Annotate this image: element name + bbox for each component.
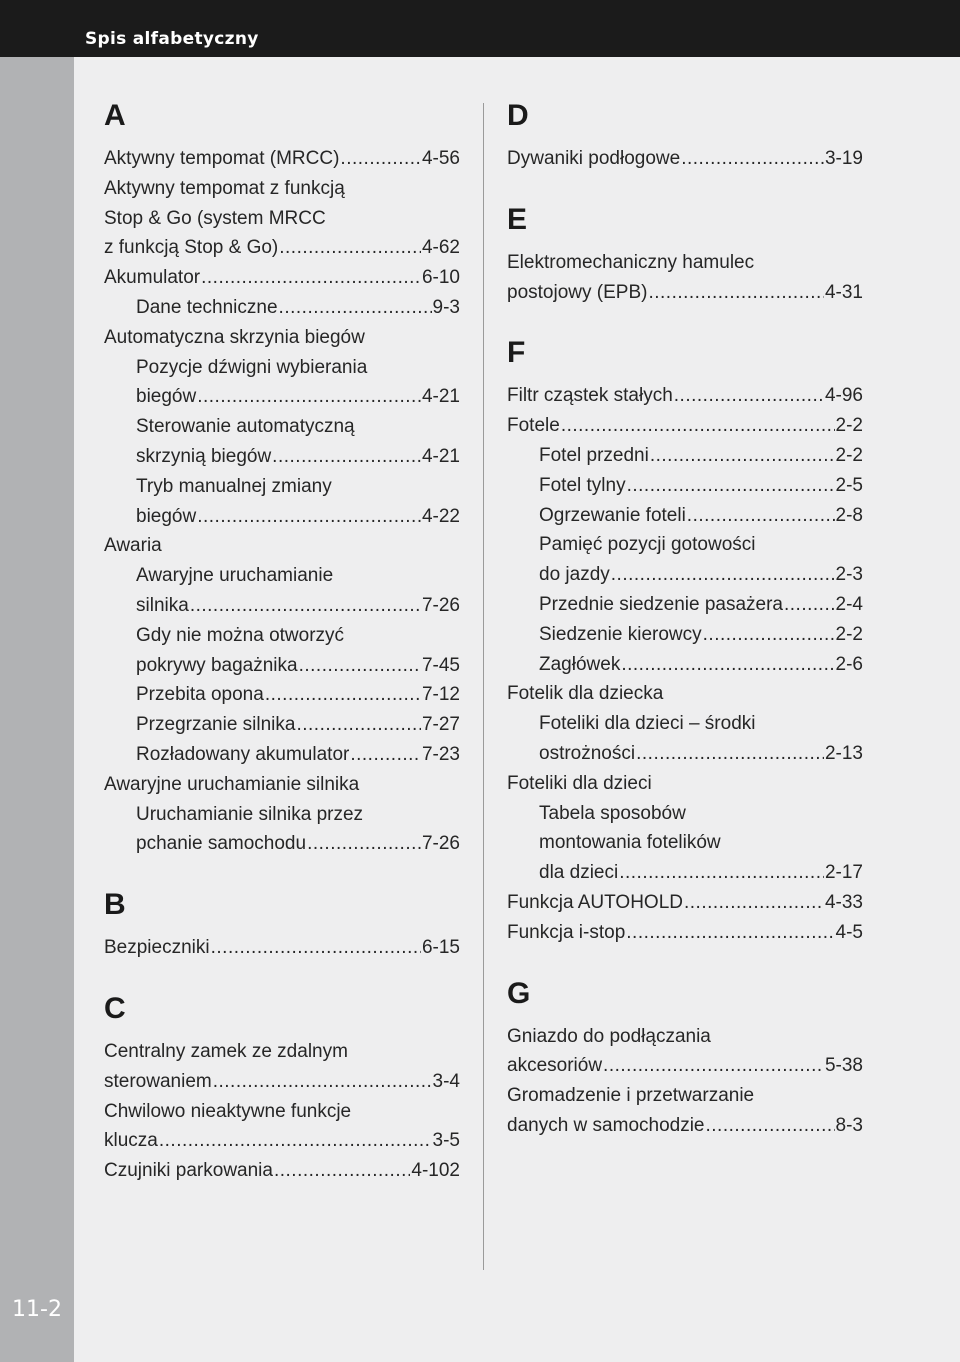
entry-text: Dywaniki podłogowe: [507, 148, 681, 169]
section-letter-heading: D: [507, 99, 529, 132]
index-entry: [104, 144, 460, 174]
index-subentry: [104, 412, 460, 442]
dot-leader: [197, 502, 421, 532]
entry-text: Dane techniczne: [136, 296, 278, 318]
entry-text: Sterowanie automatyczną: [136, 416, 355, 438]
entry-text: dla dzieci: [539, 862, 619, 884]
entry-text: Ogrzewanie foteli: [539, 504, 686, 526]
dot-leader: [626, 918, 834, 948]
dot-leader: [307, 829, 421, 859]
index-entry: [104, 263, 460, 293]
entry-text: Gniazdo do podłączania: [507, 1025, 711, 1047]
entry-text: Funkcja AUTOHOLD: [507, 891, 683, 913]
index-entry: [507, 1081, 863, 1111]
entry-text: Gromadzenie i przetwarzanie: [507, 1085, 755, 1107]
entry-text: Fotel tylny: [539, 474, 626, 496]
entry-text: Pamięć pozycji gotowości: [539, 534, 756, 556]
page-reference: 2-6: [835, 653, 863, 675]
page-reference: 8-3: [835, 1114, 863, 1136]
index-subentry: [507, 441, 863, 471]
page-reference: 2-13: [824, 742, 863, 764]
entry-text: Fotele: [507, 415, 560, 437]
page-reference: 9-3: [432, 296, 460, 318]
entry-text: Zagłówek: [539, 653, 621, 675]
page-reference: 7-45: [421, 654, 460, 676]
index-subentry: [104, 591, 460, 621]
index-entry: [507, 918, 863, 948]
entry-text: Rozładowany akumulator: [136, 743, 350, 765]
entry-text: Automatyczna skrzynia biegów: [104, 326, 365, 348]
dot-leader: [197, 382, 421, 412]
section-letter-heading: B: [104, 888, 126, 922]
dot-leader: [674, 381, 824, 411]
entry-text: Foteliki dla dzieci – środki: [539, 713, 756, 735]
dot-leader: [279, 233, 421, 263]
dot-leader: [272, 442, 421, 472]
page-reference: 2-2: [835, 415, 863, 437]
page-reference: 5-38: [824, 1055, 863, 1077]
entry-text: Czujniki parkowania: [104, 1160, 273, 1182]
dot-leader: [650, 441, 835, 471]
section-letter-heading: E: [507, 202, 528, 236]
index-subentry: [507, 799, 863, 829]
index-entry: [104, 531, 460, 561]
entry-text: skrzynią biegów: [136, 445, 272, 467]
page-reference: 2-8: [835, 504, 863, 526]
page-reference: 7-27: [421, 714, 460, 736]
page-reference: 2-4: [835, 593, 863, 615]
entry-text: Fotel przedni: [539, 444, 649, 466]
entry-text: akcesoriów: [507, 1055, 603, 1077]
index-entry: [507, 411, 863, 441]
dot-leader: [621, 650, 834, 680]
index-subentry: [507, 828, 863, 858]
page-reference: 7-26: [421, 594, 460, 616]
section-letter-heading: G: [507, 976, 531, 1010]
index-entry: [104, 1097, 460, 1127]
side-tab: [0, 57, 74, 1362]
index-column-left: [104, 100, 460, 1216]
dot-leader: [265, 680, 421, 710]
page-reference: 7-23: [421, 743, 460, 765]
dot-leader: [274, 1156, 410, 1186]
page-reference: 4-102: [411, 1160, 460, 1182]
index-subentry: [104, 502, 460, 532]
entry-text: Awaryjne uruchamianie: [136, 565, 334, 587]
index-section: [104, 100, 460, 859]
entry-text: biegów: [136, 505, 197, 527]
index-subentry: [507, 620, 863, 650]
entry-text: Przednie siedzenie pasażera: [539, 593, 783, 615]
index-subentry: [104, 561, 460, 591]
index-entry: [507, 278, 863, 308]
index-subentry: [507, 471, 863, 501]
dot-leader: [211, 933, 421, 963]
entry-text: Gdy nie można otworzyć: [136, 624, 345, 646]
index-subentry: [104, 293, 460, 323]
dot-leader: [299, 651, 421, 681]
entry-text: ostrożności: [539, 742, 636, 764]
page-reference: 4-56: [421, 148, 460, 169]
index-subentry: [104, 710, 460, 740]
column-divider: [483, 103, 484, 1270]
entry-text: Awaria: [104, 535, 162, 557]
entry-text: montowania fotelików: [539, 832, 721, 854]
page-reference: 3-4: [432, 1070, 460, 1092]
page-reference: 4-96: [824, 385, 863, 407]
entry-text: Foteliki dla dzieci: [507, 772, 652, 794]
index-subentry: [507, 560, 863, 590]
entry-text: Funkcja i-stop: [507, 921, 626, 943]
entry-text: Bezpieczniki: [104, 937, 210, 959]
dot-leader: [279, 293, 432, 323]
index-subentry: [104, 651, 460, 681]
index-entry: [104, 323, 460, 353]
index-entry: [507, 144, 863, 174]
entry-text: Awaryjne uruchamianie silnika: [104, 773, 360, 795]
entry-text: silnika: [136, 594, 189, 616]
index-subentry: [507, 858, 863, 888]
index-subentry: [104, 353, 460, 383]
page-number: 11-2: [12, 1297, 62, 1322]
page-reference: 3-5: [432, 1130, 460, 1152]
dot-leader: [648, 278, 824, 308]
index-entry: [507, 1051, 863, 1081]
index-entry: [104, 1037, 460, 1067]
entry-text: sterowaniem: [104, 1070, 212, 1092]
entry-text: Filtr cząstek stałych: [507, 385, 673, 407]
index-subentry: [507, 739, 863, 769]
index-entry: [507, 381, 863, 411]
entry-text: Siedzenie kierowcy: [539, 623, 702, 645]
index-entry: [104, 1067, 460, 1097]
page-reference: 7-26: [421, 833, 460, 855]
section-letter-heading: F: [507, 336, 526, 370]
page-reference: 3-19: [824, 148, 863, 169]
index-column-right: [507, 100, 863, 1171]
entry-text: Stop & Go (system MRCC: [104, 207, 326, 229]
entry-text: klucza: [104, 1130, 158, 1152]
entry-text: z funkcją Stop & Go): [104, 237, 279, 259]
index-entry: [507, 248, 863, 278]
section-letter-heading: A: [104, 99, 126, 132]
entry-text: postojowy (EPB): [507, 281, 648, 303]
entry-text: Aktywny tempomat (MRCC): [104, 148, 340, 169]
index-subentry: [104, 680, 460, 710]
dot-leader: [350, 740, 421, 770]
index-entry: [104, 204, 460, 234]
page-reference: 2-2: [835, 444, 863, 466]
entry-text: Przegrzanie silnika: [136, 714, 296, 736]
dot-leader: [636, 739, 824, 769]
entry-text: Centralny zamek ze zdalnym: [104, 1040, 348, 1062]
index-subentry: [104, 829, 460, 859]
entry-text: Tabela sposobów: [539, 802, 686, 824]
page-reference: 4-5: [835, 921, 863, 943]
dot-leader: [784, 590, 835, 620]
header-bar: [0, 0, 960, 57]
dot-leader: [296, 710, 421, 740]
dot-leader: [340, 144, 421, 174]
page-reference: 2-5: [835, 474, 863, 496]
index-section: [507, 337, 863, 947]
page-reference: 4-22: [421, 505, 460, 527]
index-subentry: [507, 530, 863, 560]
index-subentry: [507, 709, 863, 739]
index-subentry: [104, 800, 460, 830]
index-entry: [104, 933, 460, 963]
entry-text: Pozycje dźwigni wybierania: [136, 356, 368, 378]
entry-text: Fotelik dla dziecka: [507, 683, 664, 705]
entry-text: pokrywy bagażnika: [136, 654, 298, 676]
index-entry: [507, 888, 863, 918]
index-subentry: [104, 740, 460, 770]
page-reference: 6-15: [421, 937, 460, 959]
dot-leader: [627, 471, 835, 501]
dot-leader: [561, 411, 835, 441]
entry-text: Aktywny tempomat z funkcją: [104, 177, 345, 199]
entry-text: do jazdy: [539, 564, 610, 586]
index-entry: [507, 679, 863, 709]
dot-leader: [159, 1126, 432, 1156]
index-section: [104, 889, 460, 963]
page-reference: 7-12: [421, 684, 460, 706]
page-reference: 4-33: [824, 891, 863, 913]
index-subentry: [507, 590, 863, 620]
section-letter-heading: C: [104, 991, 126, 1025]
dot-leader: [619, 858, 824, 888]
dot-leader: [603, 1051, 824, 1081]
index-section: [507, 100, 863, 174]
index-entry: [104, 1156, 460, 1186]
dot-leader: [703, 620, 835, 650]
index-subentry: [104, 621, 460, 651]
index-section: [507, 204, 863, 308]
index-section: [507, 978, 863, 1141]
index-entry: [104, 770, 460, 800]
dot-leader: [687, 501, 835, 531]
index-entry: [104, 1126, 460, 1156]
page-reference: 2-2: [835, 623, 863, 645]
entry-text: Przebita opona: [136, 684, 264, 706]
dot-leader: [706, 1111, 835, 1141]
dot-leader: [681, 144, 824, 174]
entry-text: Uruchamianie silnika przez: [136, 803, 364, 825]
entry-text: Chwilowo nieaktywne funkcje: [104, 1100, 352, 1122]
page-reference: 2-3: [835, 564, 863, 586]
page-header-title: Spis alfabetyczny: [85, 29, 259, 49]
index-entry: [104, 233, 460, 263]
index-entry: [507, 1022, 863, 1052]
dot-leader: [684, 888, 824, 918]
index-subentry: [104, 382, 460, 412]
entry-text: pchanie samochodu: [136, 833, 307, 855]
index-subentry: [507, 650, 863, 680]
entry-text: Elektromechaniczny hamulec: [507, 251, 755, 273]
dot-leader: [611, 560, 835, 590]
index-subentry: [104, 472, 460, 502]
dot-leader: [201, 263, 421, 293]
entry-text: danych w samochodzie: [507, 1114, 705, 1136]
index-entry: [104, 174, 460, 204]
entry-text: Akumulator: [104, 267, 201, 289]
dot-leader: [213, 1067, 432, 1097]
page-reference: 4-21: [421, 386, 460, 408]
page-reference: 6-10: [421, 267, 460, 289]
index-subentry: [507, 501, 863, 531]
page-reference: 4-31: [824, 281, 863, 303]
index-subentry: [104, 442, 460, 472]
page-reference: 4-21: [421, 445, 460, 467]
entry-text: biegów: [136, 386, 197, 408]
page-reference: 2-17: [824, 862, 863, 884]
index-entry: [507, 769, 863, 799]
dot-leader: [190, 591, 421, 621]
entry-text: Tryb manualnej zmiany: [136, 475, 332, 497]
page-reference: 4-62: [421, 237, 460, 259]
index-entry: [507, 1111, 863, 1141]
index-section: [104, 993, 460, 1186]
